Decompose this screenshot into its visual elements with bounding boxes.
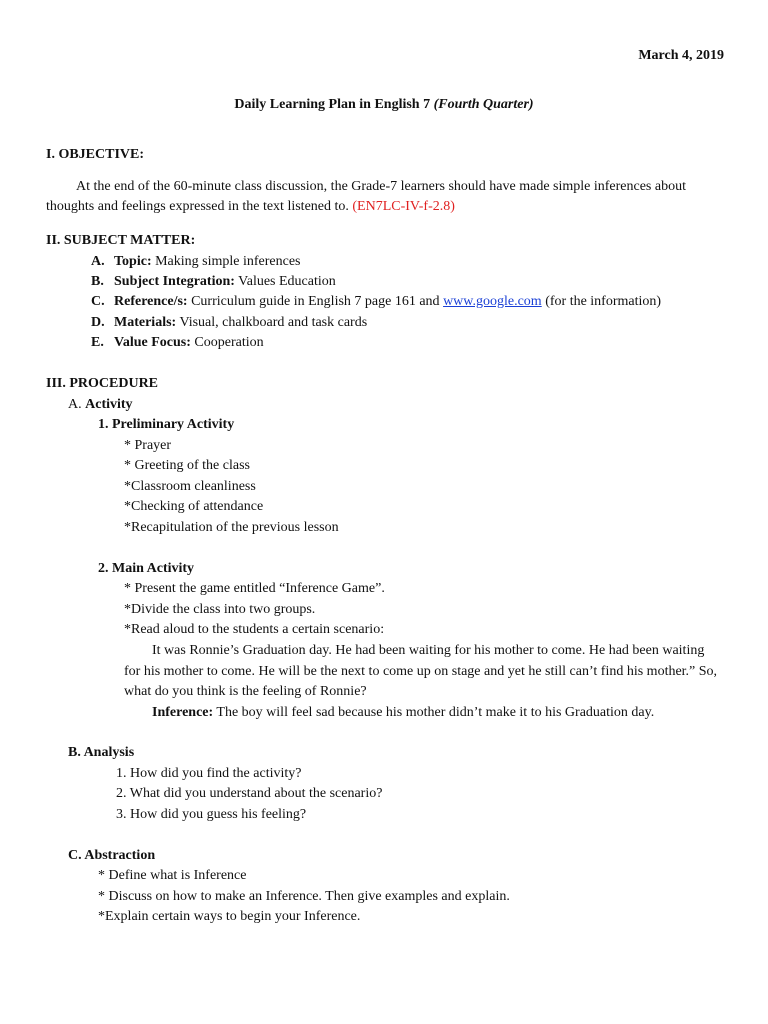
main-activity-item: *Read aloud to the students a certain scenario: [124,622,385,637]
preliminary-activity-heading: 1. Preliminary Activity [98,417,235,432]
inference-line: Inference: The boy will feel sad because his mother didn’t make it to his Graduation day. [152,705,655,720]
objective-text: At the end of the 60-minute class discussion, the Grade-7 learners should have made simple inferences about thoughts and feelings expressed in the text listened to. [46,179,686,214]
scenario-paragraph: It was Ronnie’s Graduation day. He had been waiting for his mother to come. He had been waiting for his mother to come. He will be the next to come up on stage and yet he still can’t find his mother.” So, what do you think is the feeling of Ronnie? [124,643,718,699]
preliminary-item: * Prayer [124,438,172,453]
abstraction-item: * Define what is Inference [98,868,247,883]
analysis-item: 3. How did you guess his feeling? [116,807,307,822]
main-activity-heading: 2. Main Activity [98,561,195,576]
subject-item-integration: B. Subject Integration: Values Education [91,274,336,289]
objective-code: (EN7LC-IV-f-2.8) [352,199,455,214]
title-quarter: (Fourth Quarter) [433,97,534,112]
analysis-item: 2. What did you understand about the scenario? [116,786,383,801]
subject-matter-heading: II. SUBJECT MATTER: [46,233,196,248]
preliminary-item: * Greeting of the class [124,458,250,473]
procedure-heading: III. PROCEDURE [46,376,159,391]
abstraction-item: *Explain certain ways to begin your Inference. [98,909,361,924]
document-title [0,95,768,115]
preliminary-item: *Checking of attendance [124,499,264,514]
subject-item-materials: D. Materials: Visual, chalkboard and task cards [91,315,368,330]
document-date: March 4, 2019 [638,48,724,63]
subject-item-topic: A. Topic: Making simple inferences [91,254,301,269]
analysis-heading: B. Analysis [68,745,135,760]
preliminary-item: *Classroom cleanliness [124,479,256,494]
activity-heading: A. Activity [68,397,133,412]
preliminary-item: *Recapitulation of the previous lesson [124,520,339,535]
objective-heading: I. OBJECTIVE: [46,147,145,162]
title-main: Daily Learning Plan in English 7 [234,97,434,112]
abstraction-item: * Discuss on how to make an Inference. Then give examples and explain. [98,889,510,904]
subject-item-reference: C. Reference/s: Curriculum guide in English 7 page 161 and www.google.com (for the information) [91,294,662,309]
main-activity-item: * Present the game entitled “Inference Game”. [124,581,385,596]
google-link[interactable]: www.google.com [443,294,542,309]
main-activity-item: *Divide the class into two groups. [124,602,316,617]
objective-paragraph [46,177,736,217]
analysis-item: 1. How did you find the activity? [116,766,302,781]
abstraction-heading: C. Abstraction [68,848,156,863]
subject-item-value-focus: E. Value Focus: Cooperation [91,335,264,350]
